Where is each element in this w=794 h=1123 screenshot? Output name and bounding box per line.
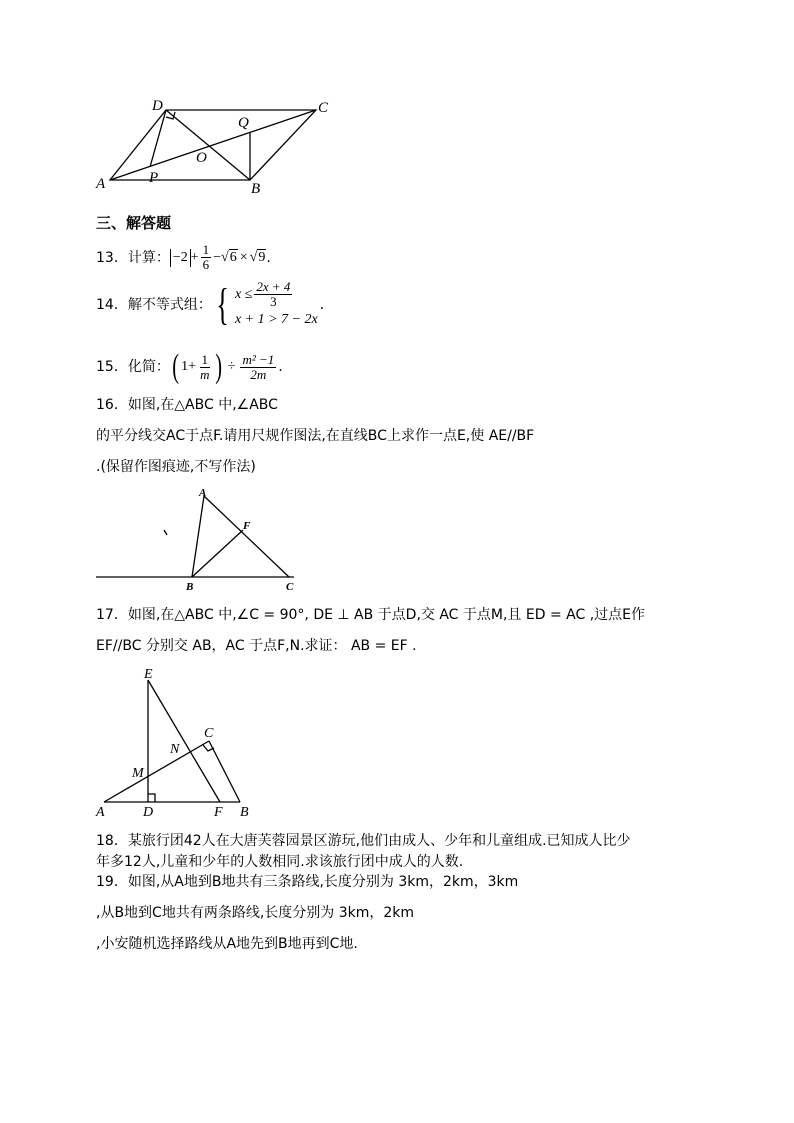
- q19-line2: ,从B地到C地共有两条路线,长度分别为 3km，2km: [96, 905, 415, 921]
- right-paren-icon: ): [215, 348, 223, 385]
- q14-frac-num: 2x + 4: [256, 279, 291, 294]
- label-E: E: [144, 667, 153, 682]
- question-14: [96, 280, 324, 329]
- label-B: B: [186, 581, 194, 593]
- q15-end: .: [278, 359, 283, 375]
- q15-inner-lhs: 1+: [181, 359, 197, 374]
- label-C: C: [318, 100, 329, 116]
- triangle-figure-17: [92, 664, 262, 820]
- q14-frac-den: 3: [270, 294, 277, 309]
- label-M: M: [132, 766, 144, 781]
- q13-op1: +: [190, 249, 199, 265]
- q13-abs: −2: [170, 249, 191, 267]
- label-N: N: [170, 742, 180, 757]
- label-P: P: [149, 170, 159, 186]
- q13-frac-den: 6: [202, 257, 210, 272]
- q19-line3: ,小安随机选择路线从A地先到B地再到C地.: [96, 936, 358, 952]
- section-heading: 三、解答题: [96, 214, 172, 232]
- label-F: F: [214, 805, 223, 820]
- q15-number: 15．化简：: [96, 359, 170, 375]
- left-brace-icon: {: [216, 279, 229, 329]
- q13-op2: −: [213, 249, 222, 265]
- label-A: A: [96, 176, 106, 192]
- q18-line2: 年多12人,儿童和少年的人数相同.求该旅行团中成人的人数.: [96, 854, 464, 870]
- q18-line1: 18．某旅行团42人在大唐芙蓉园景区游玩,他们由成人、少年和儿童组成.已知成人比少: [96, 833, 631, 849]
- q15-fraction: [240, 353, 276, 382]
- q16-line2: 的平分线交AC于点F.请用尺规作图法,在直线BC上求作一点E,使 AE//BF: [96, 428, 535, 444]
- parallelogram-figure: [88, 92, 348, 202]
- q15-frac-num: m² −1: [242, 351, 275, 367]
- q15-inner-fraction: [198, 353, 211, 382]
- q17-line2: EF//BC 分别交 AB，AC 于点F,N.求证： AB = EF .: [96, 638, 417, 654]
- q16-line1: 16．如图,在△ABC 中,∠ABC: [96, 397, 278, 413]
- q15-inner-num: 1: [201, 351, 208, 367]
- q14-line2: x + 1 > 7 − 2x: [234, 312, 318, 327]
- label-B: B: [251, 181, 261, 197]
- label-C: C: [204, 726, 214, 741]
- label-B: B: [240, 805, 249, 820]
- question-15: [96, 350, 283, 384]
- q13-sqrt-a: √6: [221, 249, 237, 265]
- q14-line1-lhs: x ≤: [234, 286, 253, 302]
- label-D: D: [152, 98, 163, 114]
- q19-line1: 19．如图,从A地到B地共有三条路线,长度分别为 3km，2km，3km: [96, 874, 519, 890]
- q13-fraction: [201, 243, 212, 272]
- label-F: F: [243, 520, 251, 532]
- label-C: C: [286, 581, 294, 593]
- q13-frac-num: 1: [202, 242, 210, 257]
- label-Q: Q: [238, 115, 249, 131]
- q13-number: 13．计算：: [96, 249, 170, 266]
- q15-inner-den: m: [200, 366, 210, 382]
- q13-times: ×: [239, 249, 248, 265]
- q13-end: .: [266, 249, 271, 266]
- q13-sqrt-b: √9: [249, 249, 266, 265]
- q15-div: ÷: [227, 359, 236, 374]
- q14-fraction: [254, 280, 292, 309]
- q16-line3: .(保留作图痕迹,不写作法): [96, 459, 256, 475]
- label-A: A: [96, 805, 105, 820]
- q14-end: .: [319, 296, 325, 313]
- label-D: D: [143, 805, 154, 820]
- left-paren-icon: (: [172, 348, 179, 385]
- q15-frac-den: 2m: [250, 366, 267, 382]
- label-O: O: [196, 150, 207, 166]
- question-13: [96, 243, 271, 272]
- label-A: A: [199, 487, 207, 499]
- q17-line1: 17．如图,在△ABC 中,∠C = 90°, DE ⊥ AB 于点D,交 AC 于点M,且 ED = AC ,过点E作: [96, 607, 645, 623]
- q14-number: 14．解不等式组：: [96, 296, 212, 313]
- triangle-figure-16: [96, 484, 316, 596]
